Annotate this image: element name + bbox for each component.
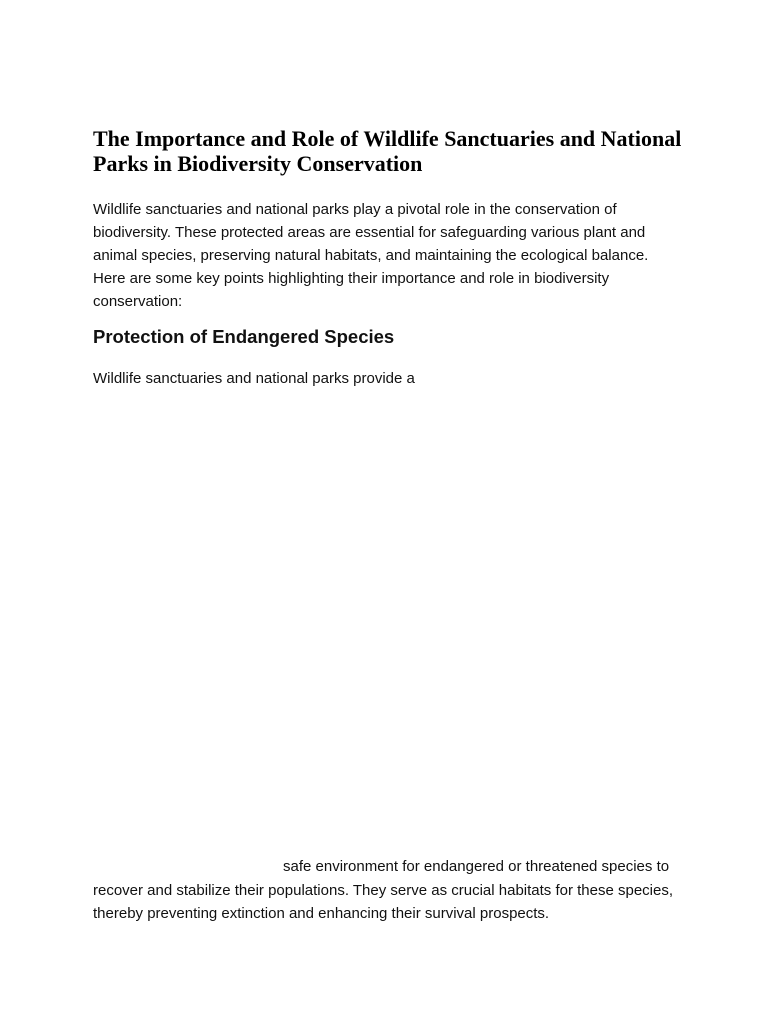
section-heading: Protection of Endangered Species bbox=[93, 326, 395, 347]
paragraph-continuation: safe environment for endangered or threatened species to recover and stabilize their populations. They serve as crucial habitats for these species, thereby preventing extinction and enhancing their survival prospects. bbox=[93, 858, 674, 922]
document-title: The Importance and Role of Wildlife Sanctuaries and National Parks in Biodiversity Conservation bbox=[93, 126, 682, 176]
intro-paragraph: Wildlife sanctuaries and national parks play a pivotal role in the conservation of biodiversity. These protected areas are essential for safeguarding various plant and animal species, preserving natural habitats, and maintaining the ecological balance. Here are some key points highlighting their importance and role in biodiversity conservation: bbox=[93, 201, 649, 310]
paragraph-start: Wildlife sanctuaries and national parks provide a bbox=[93, 370, 415, 387]
